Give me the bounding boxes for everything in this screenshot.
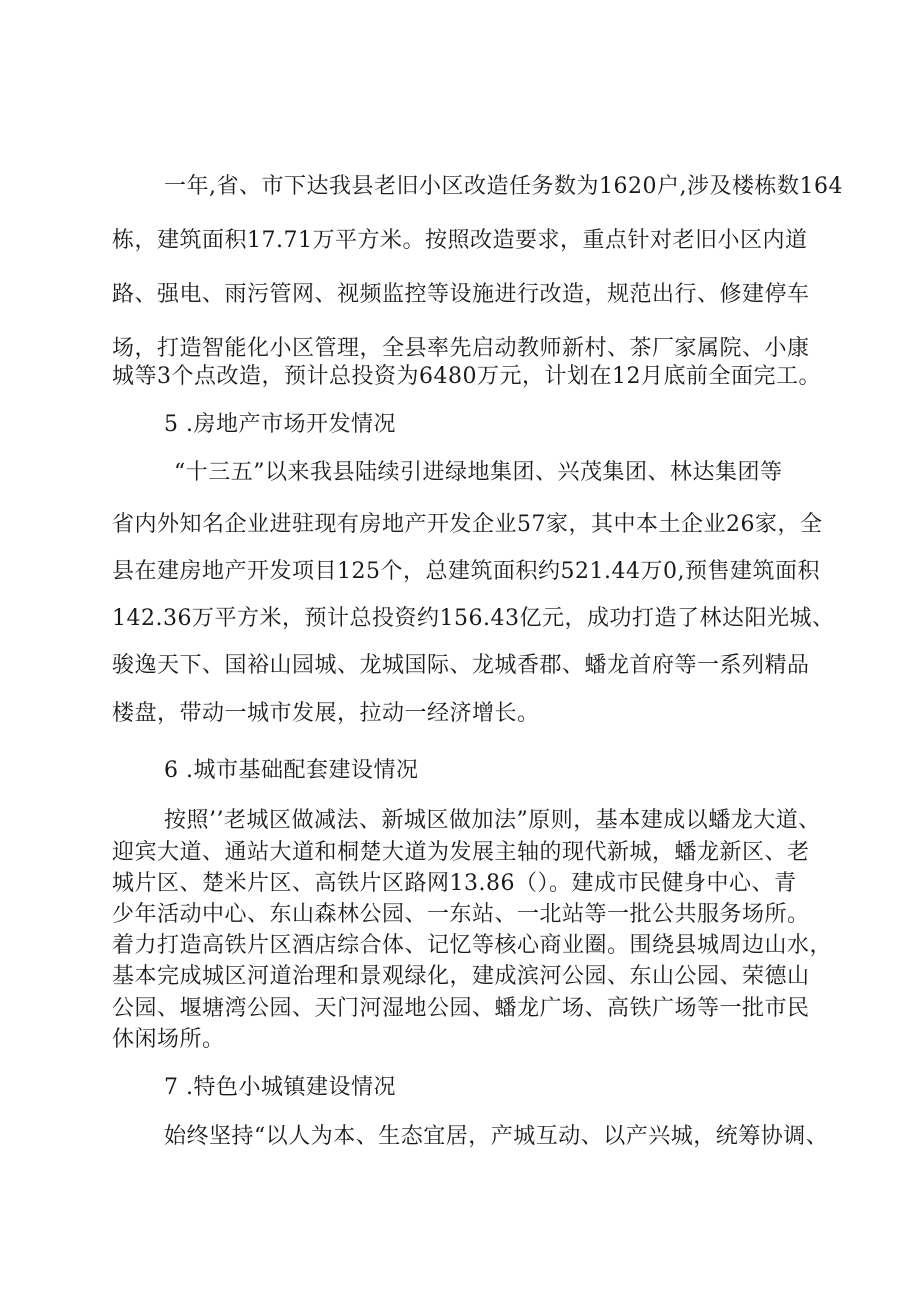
paragraph-line: 栋，建筑面积17.71万平方米。按照改造要求，重点针对老旧小区内道 <box>112 228 808 253</box>
paragraph-line: 县在建房地产开发项目125个，总建筑面积约521.44万0,预售建筑面积 <box>112 559 820 584</box>
paragraph-line: 基本完成城区河道治理和景观绿化，建成滨河公园、东山公园、荣德山 <box>112 964 810 989</box>
paragraph-line: 省内外知名企业进驻现有房地产开发企业57家，其中本土企业26家，全 <box>112 512 823 537</box>
paragraph-line: 公园、堰塘湾公园、天门河湿地公园、蟠龙广场、高铁广场等一批市民 <box>112 996 810 1021</box>
section-heading-real-estate: 5 .房地产市场开发情况 <box>164 412 396 437</box>
paragraph-line: 骏逸天下、国裕山园城、龙城国际、龙城香郡、蟠龙首府等一系列精品 <box>112 653 810 678</box>
paragraph-line: 142.36万平方米，预计总投资约156.43亿元，成功打造了林达阳光城、 <box>112 606 835 631</box>
paragraph-line: 休闲场所。 <box>112 1027 225 1052</box>
paragraph-line: 城片区、楚米片区、高铁片区路网13.86（）。建成市民健身中心、青 <box>112 871 797 896</box>
paragraph-line: 楼盘，带动一城市发展，拉动一经济增长。 <box>112 701 540 726</box>
paragraph-line: 城等3个点改造，预计总投资为6480万元，计划在12月底前全面完工。 <box>112 364 821 389</box>
paragraph-line: 按照’’老城区做减法、新城区做加法”原则，基本建成以蟠龙大道、 <box>164 808 821 833</box>
paragraph-line: 一年,省、市下达我县老旧小区改造任务数为1620户,涉及楼栋数164 <box>164 174 843 199</box>
section-heading-featured-towns: 7 .特色小城镇建设情况 <box>164 1075 396 1100</box>
paragraph-line: “十三五”以来我县陆续引进绿地集团、兴茂集团、林达集团等 <box>174 460 783 485</box>
section-heading-urban-infrastructure: 6 .城市基础配套建设情况 <box>164 758 419 783</box>
paragraph-line: 迎宾大道、通站大道和桐楚大道为发展主轴的现代新城，蟠龙新区、老 <box>112 840 810 865</box>
paragraph-line: 始终坚持“以人为本、生态宜居，产城互动、以产兴城，统筹协调、 <box>164 1124 829 1149</box>
paragraph-line: 路、强电、雨污管网、视频监控等设施进行改造，规范出行、修建停车 <box>112 282 810 307</box>
paragraph-line: 场，打造智能化小区管理，全县率先启动教师新村、茶厂家属院、小康 <box>112 336 810 361</box>
paragraph-line: 着力打造高铁片区酒店综合体、记忆等核心商业圈。围绕县城周边山水， <box>112 933 833 958</box>
paragraph-line: 少年活动中心、东山森林公园、一东站、一北站等一批公共服务场所。 <box>112 902 810 927</box>
